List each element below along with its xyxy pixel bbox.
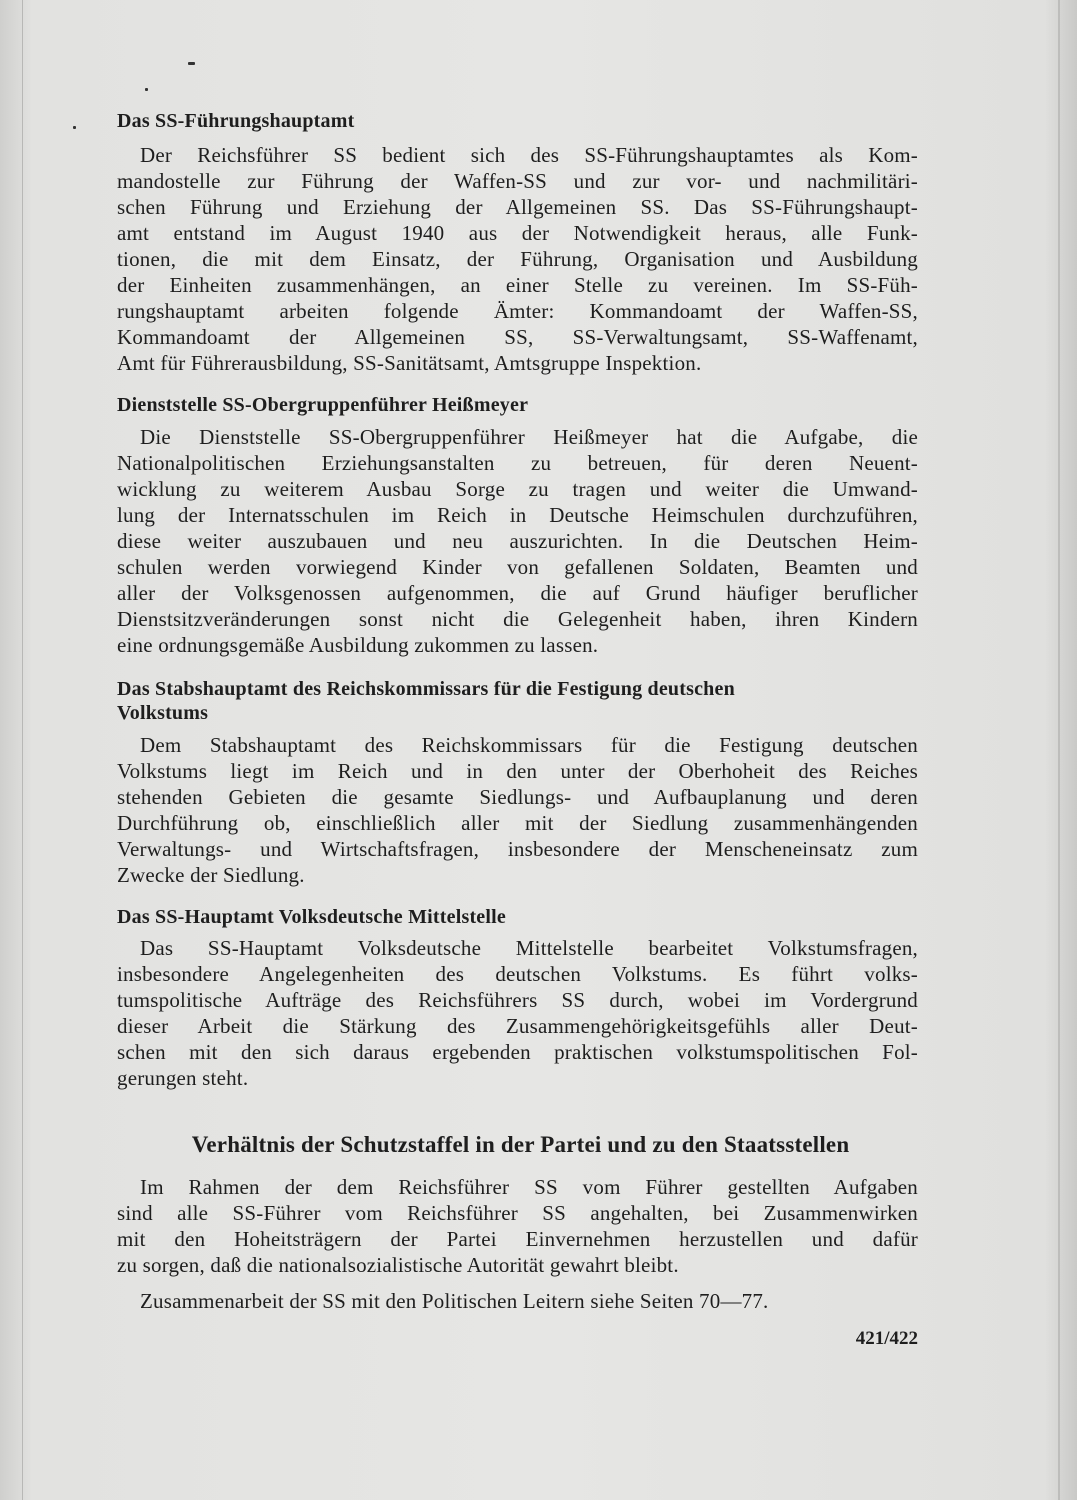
text-line: Verwaltungs- und Wirtschaftsfragen, insbesondere der Menscheneinsatz zum xyxy=(117,837,918,861)
text-line: schulen werden vorwiegend Kinder von gefallenen Soldaten, Beamten und xyxy=(117,555,918,579)
scan-speck xyxy=(145,88,148,91)
text-line: amt entstand im August 1940 aus der Notwendigkeit heraus, alle Funk- xyxy=(117,221,918,245)
text-line: schen Führung und Erziehung der Allgemeinen SS. Das SS-Führungshaupt- xyxy=(117,195,918,219)
text-line: wicklung zu weiterem Ausbau Sorge zu tragen und weiter die Umwand- xyxy=(117,477,918,501)
text-line: mandostelle zur Führung der Waffen-SS und zur vor- und nachmilitäri- xyxy=(117,169,918,193)
text-line: Dienststelle SS-Obergruppenführer Heißmeyer xyxy=(117,394,529,416)
scan-edge-left xyxy=(22,0,23,1500)
paragraph xyxy=(117,935,918,1091)
text-line: Durchführung ob, einschließlich aller mit der Siedlung zusammenhängenden xyxy=(117,811,918,835)
scan-speck xyxy=(73,126,76,129)
text-line: Verhältnis der Schutzstaffel in der Partei und zu den Staatsstellen xyxy=(191,1132,850,1157)
section-heading xyxy=(117,905,918,929)
text-line: Der Reichsführer SS bedient sich des SS-Führungshauptamtes als Kom- xyxy=(140,143,918,167)
section-heading xyxy=(117,677,918,725)
text-line: stehenden Gebieten die gesamte Siedlungs- und Aufbauplanung und deren xyxy=(117,785,918,809)
text-line: Volkstums xyxy=(117,702,209,724)
text-line: Zusammenarbeit der SS mit den Politischen Leitern siehe Seiten 70—77. xyxy=(140,1289,769,1313)
text-line: der Einheiten zusammenhängen, an einer Stelle zu vereinen. Im SS-Füh- xyxy=(117,273,918,297)
text-line: lung der Internatsschulen im Reich in Deutsche Heimschulen durchzuführen, xyxy=(117,503,918,527)
text-line: Volkstums liegt im Reich und in den unter der Oberhoheit des Reiches xyxy=(117,759,918,783)
text-line: Das SS-Hauptamt Volksdeutsche Mittelstelle xyxy=(117,906,506,928)
text-line: sind alle SS-Führer vom Reichsführer SS angehalten, bei Zusammenwirken xyxy=(117,1201,918,1225)
scan-edge-right xyxy=(1058,0,1060,1500)
text-line: aller der Volksgenossen aufgenommen, die auf Grund häufiger beruflicher xyxy=(117,581,918,605)
text-line: mit den Hoheitsträgern der Partei Einvernehmen herzustellen und dafür xyxy=(117,1227,918,1251)
text-line: Die Dienststelle SS-Obergruppenführer Heißmeyer hat die Aufgabe, die xyxy=(140,425,918,449)
text-line: Dem Stabshauptamt des Reichskommissars für die Festigung deutschen xyxy=(140,733,918,757)
text-line: Nationalpolitischen Erziehungsanstalten zu betreuen, für deren Neuent- xyxy=(117,451,918,475)
text-line: Das Stabshauptamt des Reichskommissars für die Festigung deutschen xyxy=(117,678,735,700)
text-line: tumspolitische Aufträge des Reichsführers SS durch, wobei im Vordergrund xyxy=(117,988,918,1012)
paragraph xyxy=(117,1288,918,1314)
text-line: diese weiter auszubauen und neu auszurichten. In die Deutschen Heim- xyxy=(117,529,918,553)
text-line: Das SS-Hauptamt Volksdeutsche Mittelstelle bearbeitet Volkstumsfragen, xyxy=(140,936,918,960)
paragraph xyxy=(117,424,918,658)
text-line: Kommandoamt der Allgemeinen SS, SS-Verwaltungsamt, SS-Waffenamt, xyxy=(117,325,918,349)
text-line: schen mit den sich daraus ergebenden praktischen volkstumspolitischen Fol- xyxy=(117,1040,918,1064)
text-line: dieser Arbeit die Stärkung des Zusammengehörigkeitsgefühls aller Deut- xyxy=(117,1014,918,1038)
scan-speck xyxy=(188,62,195,65)
text-line: eine ordnungsgemäße Ausbildung zukommen zu lassen. xyxy=(117,633,599,657)
paragraph xyxy=(117,1174,918,1278)
section-heading xyxy=(117,393,918,417)
text-line: Im Rahmen der dem Reichsführer SS vom Führer gestellten Aufgaben xyxy=(140,1175,918,1199)
text-line: zu sorgen, daß die nationalsozialistische Autorität gewahrt bleibt. xyxy=(117,1253,679,1277)
section-heading xyxy=(117,109,918,133)
paragraph xyxy=(117,142,918,376)
text-line: rungshauptamt arbeiten folgende Ämter: Kommandoamt der Waffen-SS, xyxy=(117,299,918,323)
text-line: insbesondere Angelegenheiten des deutschen Volkstums. Es führt volks- xyxy=(117,962,918,986)
chapter-heading xyxy=(148,1133,893,1157)
text-line: Amt für Führerausbildung, SS-Sanitätsamt, Amtsgruppe Inspektion. xyxy=(117,351,702,375)
text-line: gerungen steht. xyxy=(117,1066,249,1090)
text-line: Dienstsitzveränderungen sonst nicht die Gelegenheit haben, ihren Kindern xyxy=(117,607,918,631)
page-number: 421/422 xyxy=(855,1328,918,1349)
paragraph xyxy=(117,732,918,888)
text-line: tionen, die mit dem Einsatz, der Führung, Organisation und Ausbildung xyxy=(117,247,918,271)
text-line: Zwecke der Siedlung. xyxy=(117,863,305,887)
text-line: Das SS-Führungshauptamt xyxy=(117,110,355,132)
